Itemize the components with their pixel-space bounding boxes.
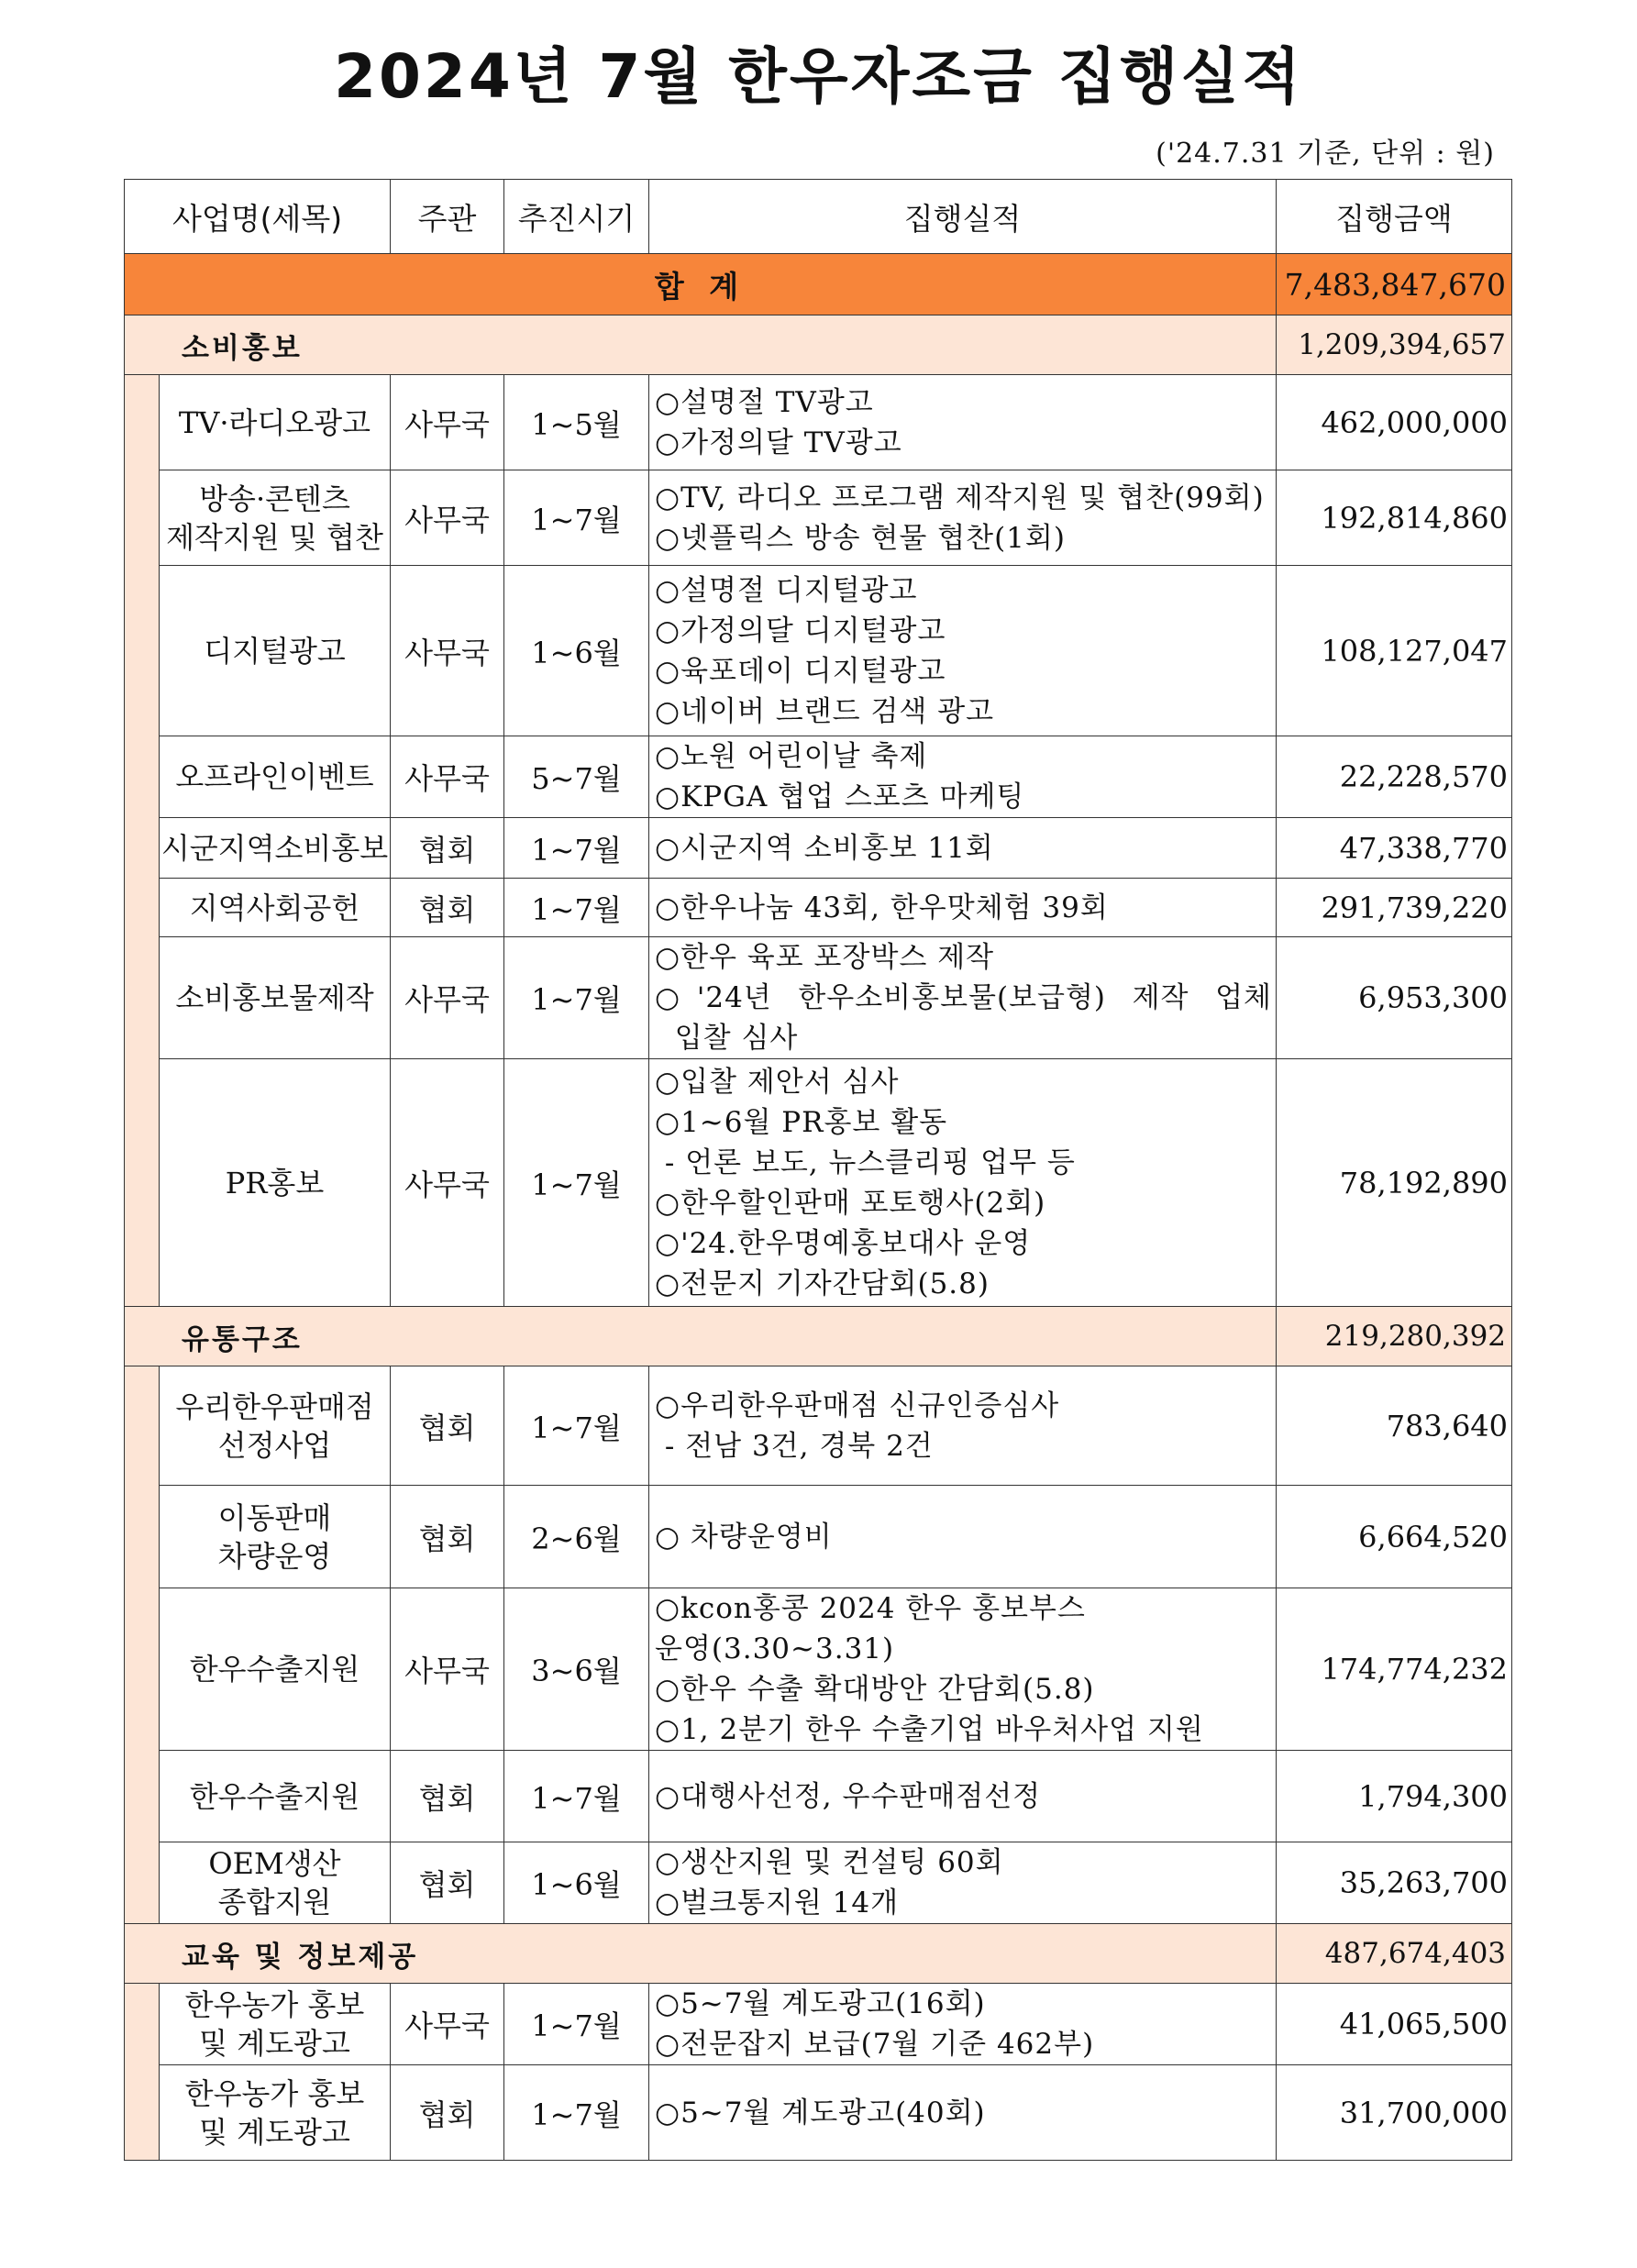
execution-table (124, 179, 1512, 2161)
result-line: ○시군지역 소비홍보 11회 (655, 831, 994, 865)
result-line: ○ 차량운영비 (655, 1520, 833, 1554)
item-results (649, 1366, 1277, 1486)
result-line: ○5~7월 계도광고(16회) (655, 1987, 986, 2020)
item-name-line: 차량운영 (217, 1538, 332, 1574)
table-row (125, 375, 1512, 470)
item-name (160, 375, 391, 470)
item-amount: 1,794,300 (1277, 1751, 1512, 1842)
item-name (160, 736, 391, 818)
table-row (125, 736, 1512, 818)
category-label: 유통구조 (125, 1307, 1277, 1366)
result-line: ○벌크통지원 14개 (655, 1886, 900, 1920)
item-name-line: 및 계도광고 (199, 2114, 350, 2150)
category-row (125, 1924, 1512, 1984)
result-line: ○한우 수출 확대방안 간담회(5.8) (655, 1673, 1095, 1706)
item-amount: 35,263,700 (1277, 1842, 1512, 1924)
result-line: ○전문잡지 보급(7월 기준 462부) (655, 2028, 1095, 2061)
result-line: ○TV, 라디오 프로그램 제작지원 및 협찬(99회) (655, 481, 1265, 514)
result-line: ○입찰 제안서 심사 (655, 1065, 900, 1099)
item-results (649, 1984, 1277, 2065)
item-amount: 783,640 (1277, 1366, 1512, 1486)
item-results (649, 566, 1277, 736)
total-row (125, 254, 1512, 315)
item-period: 1~6월 (504, 566, 649, 736)
header-row (125, 180, 1512, 254)
item-name-line: OEM생산 (208, 1846, 341, 1881)
item-results (649, 1059, 1277, 1307)
result-line: 입찰 심사 (655, 1022, 799, 1055)
header-result: 집행실적 (649, 180, 1277, 254)
item-org: 사무국 (391, 1984, 504, 2065)
item-results (649, 736, 1277, 818)
item-name (160, 1486, 391, 1588)
item-name-line: 이동판매 (217, 1499, 332, 1535)
category-indent (125, 1984, 160, 2161)
item-name (160, 1588, 391, 1751)
item-org: 사무국 (391, 470, 504, 566)
item-name-line: 지역사회공헌 (189, 890, 360, 925)
category-amount: 1,209,394,657 (1277, 315, 1512, 375)
result-line: 운영(3.30~3.31) (655, 1632, 895, 1665)
category-label: 소비홍보 (125, 315, 1277, 375)
item-name (160, 1984, 391, 2065)
result-line: ○네이버 브랜드 검색 광고 (655, 694, 995, 728)
result-line: ○kcon홍콩 2024 한우 홍보부스 (655, 1592, 1086, 1625)
item-name (160, 470, 391, 566)
item-org: 협회 (391, 2065, 504, 2161)
item-org: 사무국 (391, 736, 504, 818)
item-amount: 192,814,860 (1277, 470, 1512, 566)
result-line: ○5~7월 계도광고(40회) (655, 2096, 986, 2130)
item-period: 3~6월 (504, 1588, 649, 1751)
item-results (649, 879, 1277, 937)
item-period: 1~7월 (504, 2065, 649, 2161)
item-name-line: 방송·콘텐츠 (199, 481, 350, 516)
item-name-line: 시군지역소비홍보 (160, 830, 389, 866)
item-period: 5~7월 (504, 736, 649, 818)
header-amount: 집행금액 (1277, 180, 1512, 254)
item-amount: 78,192,890 (1277, 1059, 1512, 1307)
table-row (125, 1059, 1512, 1307)
item-amount: 6,664,520 (1277, 1486, 1512, 1588)
item-name-line: 소비홍보물제작 (175, 980, 374, 1015)
result-line: ○한우 육포 포장박스 제작 (655, 941, 995, 974)
item-period: 1~7월 (504, 879, 649, 937)
result-line: ○'24.한우명예홍보대사 운영 (655, 1226, 1032, 1260)
item-name-line: 한우농가 홍보 (184, 2075, 365, 2111)
item-period: 1~7월 (504, 1984, 649, 2065)
item-name-line: 및 계도광고 (199, 2026, 350, 2061)
item-name-line: TV·라디오광고 (178, 404, 371, 440)
result-line: ○'24년 한우소비홍보물(보급형) 제작 업체 (655, 981, 1273, 1014)
table-row (125, 1751, 1512, 1842)
item-results (649, 937, 1277, 1059)
result-line: ○우리한우판매점 신규인증심사 (655, 1388, 1060, 1422)
document-title: 2024년 7월 한우자조금 집행실적 (334, 41, 1303, 112)
item-amount: 174,774,232 (1277, 1588, 1512, 1751)
item-period: 1~7월 (504, 1366, 649, 1486)
item-period: 1~5월 (504, 375, 649, 470)
item-name-line: 한우수출지원 (189, 1652, 360, 1687)
table-row (125, 818, 1512, 879)
item-amount: 291,739,220 (1277, 879, 1512, 937)
table-row (125, 2065, 1512, 2161)
item-name-line: 한우농가 홍보 (184, 1987, 365, 2022)
category-amount: 487,674,403 (1277, 1924, 1512, 1984)
table-row (125, 1486, 1512, 1588)
item-results (649, 2065, 1277, 2161)
result-line: ○설명절 TV광고 (655, 385, 874, 419)
table-row (125, 937, 1512, 1059)
result-line: ○노원 어린이날 축제 (655, 740, 928, 773)
result-line: ○가정의달 TV광고 (655, 426, 902, 459)
total-label: 합 계 (125, 254, 1277, 315)
table-row (125, 1366, 1512, 1486)
item-org: 협회 (391, 1486, 504, 1588)
header-org: 주관 (391, 180, 504, 254)
item-name-line: 디지털광고 (204, 633, 346, 669)
table-row (125, 879, 1512, 937)
item-name-line: PR홍보 (225, 1165, 325, 1200)
item-amount: 22,228,570 (1277, 736, 1512, 818)
result-line: ○1, 2분기 한우 수출기업 바우처사업 지원 (655, 1713, 1204, 1746)
result-line: ○생산지원 및 컨설팅 60회 (655, 1846, 1004, 1879)
item-amount: 41,065,500 (1277, 1984, 1512, 2065)
total-amount: 7,483,847,670 (1277, 254, 1512, 315)
result-line: ○가정의달 디지털광고 (655, 614, 946, 647)
item-results (649, 1588, 1277, 1751)
item-name-line: 한우수출지원 (189, 1778, 360, 1814)
item-name-line: 제작지원 및 협찬 (166, 519, 383, 555)
item-org: 협회 (391, 1751, 504, 1842)
result-line: ○대행사선정, 우수판매점선정 (655, 1779, 1042, 1813)
item-org: 협회 (391, 1366, 504, 1486)
item-name-line: 우리한우판매점 (175, 1388, 374, 1424)
item-org: 사무국 (391, 375, 504, 470)
basis-note: ('24.7.31 기준, 단위 : 원) (1156, 138, 1495, 170)
result-line: ○한우할인판매 포토행사(2회) (655, 1186, 1046, 1220)
item-amount: 31,700,000 (1277, 2065, 1512, 2161)
item-name (160, 1366, 391, 1486)
item-results (649, 1486, 1277, 1588)
item-amount: 462,000,000 (1277, 375, 1512, 470)
category-label: 교육 및 정보제공 (125, 1924, 1277, 1984)
item-name-line: 오프라인이벤트 (175, 759, 374, 794)
item-period: 1~7월 (504, 1059, 649, 1307)
item-period: 1~7월 (504, 818, 649, 879)
item-period: 1~6월 (504, 1842, 649, 1924)
category-row (125, 1307, 1512, 1366)
item-period: 1~7월 (504, 1751, 649, 1842)
result-line: ○설명절 디지털광고 (655, 573, 918, 607)
item-org: 협회 (391, 818, 504, 879)
item-results (649, 375, 1277, 470)
result-line: ○넷플릭스 방송 현물 협찬(1회) (655, 521, 1066, 555)
item-results (649, 470, 1277, 566)
result-line: - 전남 3건, 경북 2건 (655, 1429, 934, 1463)
table-row (125, 1588, 1512, 1751)
table-row (125, 470, 1512, 566)
item-name (160, 937, 391, 1059)
item-results (649, 1751, 1277, 1842)
result-line: ○육포데이 디지털광고 (655, 654, 946, 688)
item-name (160, 566, 391, 736)
header-name: 사업명(세목) (125, 180, 391, 254)
category-indent (125, 1366, 160, 1924)
category-amount: 219,280,392 (1277, 1307, 1512, 1366)
item-name (160, 2065, 391, 2161)
result-line: - 언론 보도, 뉴스클리핑 업무 등 (655, 1145, 1076, 1179)
item-org: 사무국 (391, 1059, 504, 1307)
item-period: 1~7월 (504, 470, 649, 566)
item-amount: 47,338,770 (1277, 818, 1512, 879)
category-row (125, 315, 1512, 375)
result-line: ○1~6월 PR홍보 활동 (655, 1105, 948, 1139)
result-line: ○전문지 기자간담회(5.8) (655, 1267, 990, 1300)
item-org: 사무국 (391, 937, 504, 1059)
item-period: 2~6월 (504, 1486, 649, 1588)
item-results (649, 818, 1277, 879)
table-row (125, 566, 1512, 736)
item-name (160, 818, 391, 879)
header-period: 추진시기 (504, 180, 649, 254)
item-org: 협회 (391, 1842, 504, 1924)
item-period: 1~7월 (504, 937, 649, 1059)
table-row (125, 1984, 1512, 2065)
item-name (160, 1059, 391, 1307)
item-amount: 108,127,047 (1277, 566, 1512, 736)
item-org: 사무국 (391, 566, 504, 736)
result-line: ○한우나눔 43회, 한우맛체험 39회 (655, 891, 1109, 924)
category-indent (125, 375, 160, 1307)
table-row (125, 1842, 1512, 1924)
item-name (160, 879, 391, 937)
item-name (160, 1751, 391, 1842)
result-line: ○KPGA 협업 스포츠 마케팅 (655, 780, 1025, 813)
item-results (649, 1842, 1277, 1924)
item-name (160, 1842, 391, 1924)
item-name-line: 선정사업 (217, 1427, 332, 1463)
item-amount: 6,953,300 (1277, 937, 1512, 1059)
item-org: 협회 (391, 879, 504, 937)
item-org: 사무국 (391, 1588, 504, 1751)
item-name-line: 종합지원 (217, 1885, 332, 1920)
